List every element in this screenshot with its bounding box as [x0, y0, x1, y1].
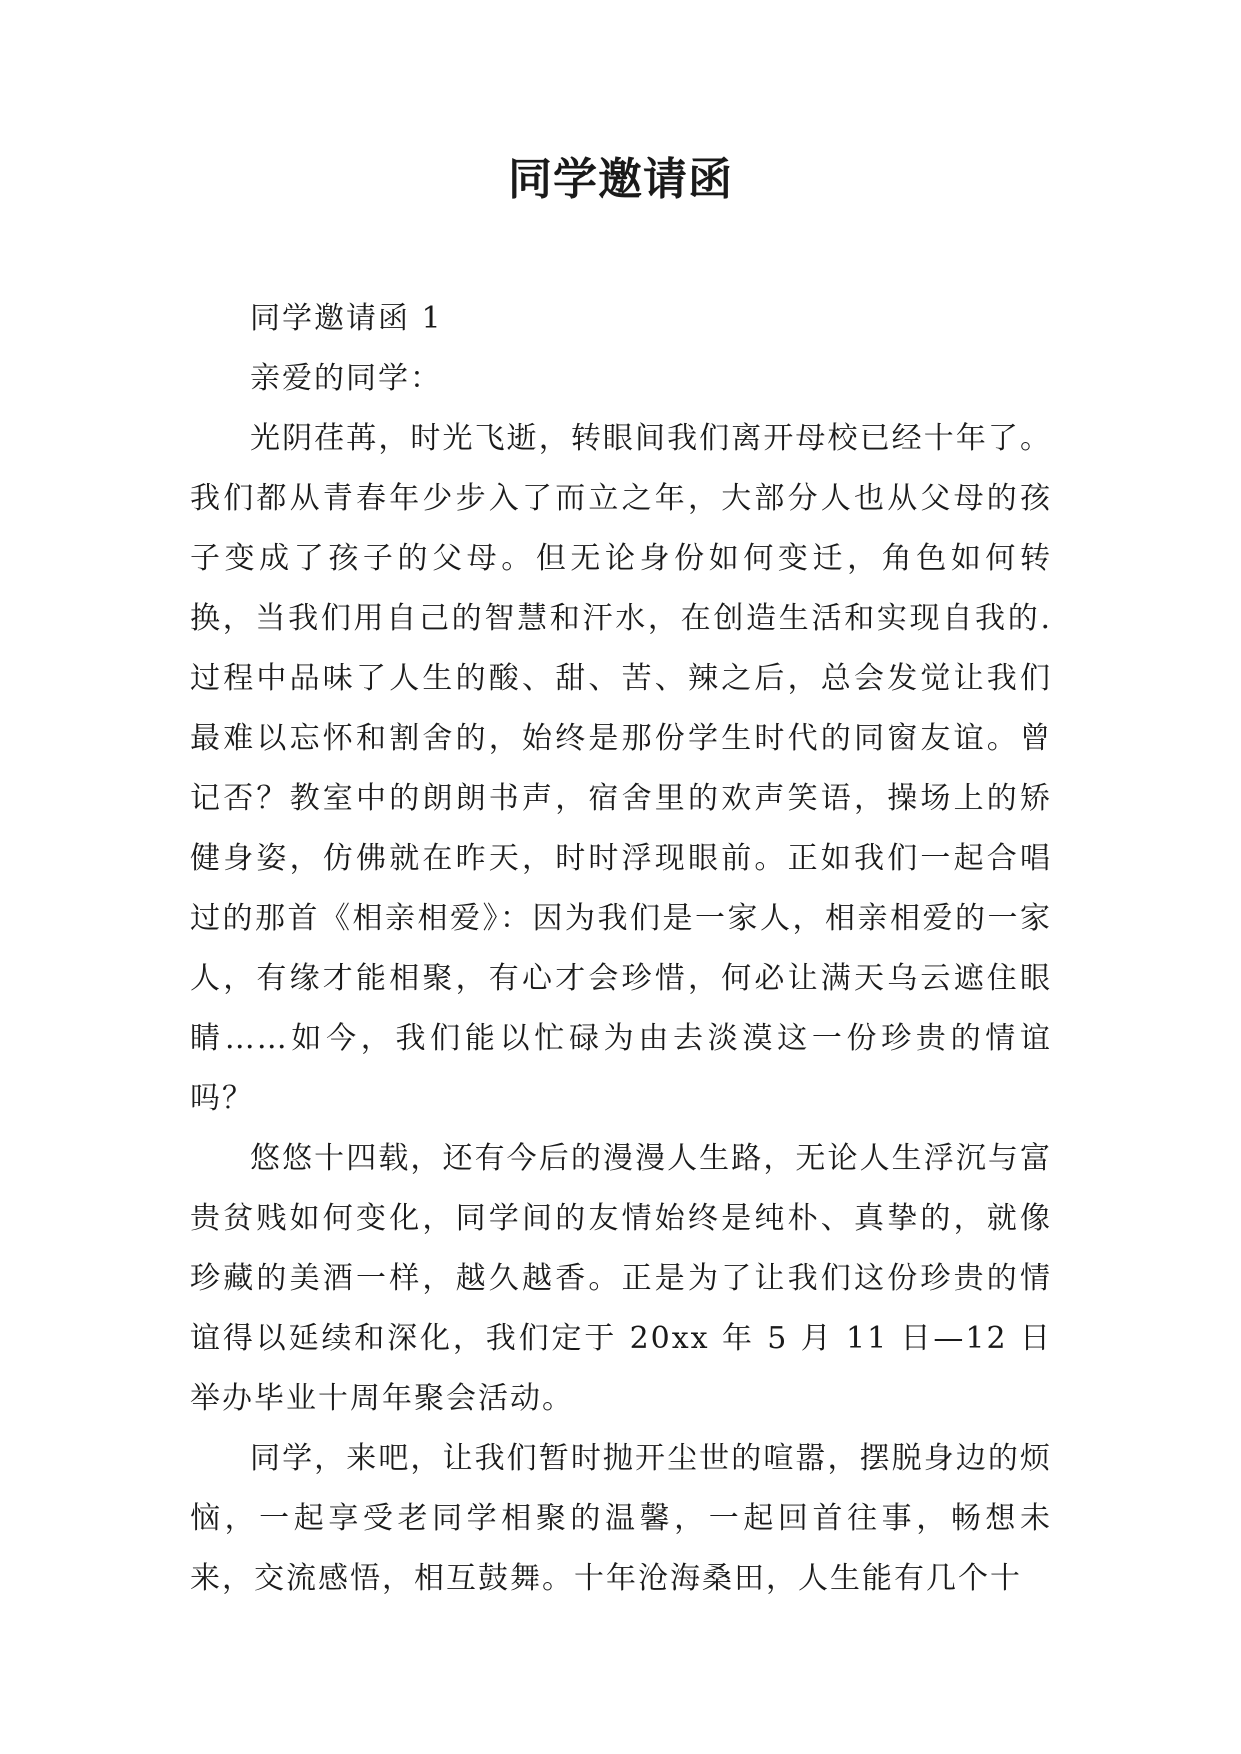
document-title: 同学邀请函 — [508, 154, 733, 205]
body-paragraph: 悠悠十四载，还有今后的漫漫人生路，无论人生浮沉与富贵贫贱如何变化，同学间的友情始终是纯朴、真挚的，就像珍藏的美酒一样，越久越香。正是为了让我们这份珍贵的情谊得以延续和深化，我们定于 20xx 年 5 月 11 日—12 日举办毕业十周年聚会活动。 — [190, 1141, 1052, 1416]
document-body — [190, 289, 1052, 1609]
body-paragraph: 光阴荏苒，时光飞逝，转眼间我们离开母校已经十年了。我们都从青春年少步入了而立之年，大部分人也从父母的孩子变成了孩子的父母。但无论身份如何变迁，角色如何转换，当我们用自己的智慧和汗水，在创造生活和实现自我的.过程中品味了人生的酸、甜、苦、辣之后，总会发觉让我们最难以忘怀和割舍的，始终是那份学生时代的同窗友谊。曾记否？教室中的朗朗书声，宿舍里的欢声笑语，操场上的矫健身姿，仿佛就在昨天，时时浮现眼前。正如我们一起合唱过的那首《相亲相爱》：因为我们是一家人，相亲相爱的一家人，有缘才能相聚，有心才会珍惜，何必让满天乌云遮住眼睛……如今，我们能以忙碌为由去淡漠这一份珍贵的情谊吗？ — [190, 421, 1052, 1116]
body-paragraph: 同学，来吧，让我们暂时抛开尘世的喧嚣，摆脱身边的烦恼，一起享受老同学相聚的温馨，一起回首往事，畅想未来，交流感悟，相互鼓舞。十年沧海桑田，人生能有几个十 — [190, 1441, 1052, 1596]
invitation-number: 同学邀请函 1 — [250, 301, 443, 336]
salutation: 亲爱的同学： — [250, 361, 442, 396]
